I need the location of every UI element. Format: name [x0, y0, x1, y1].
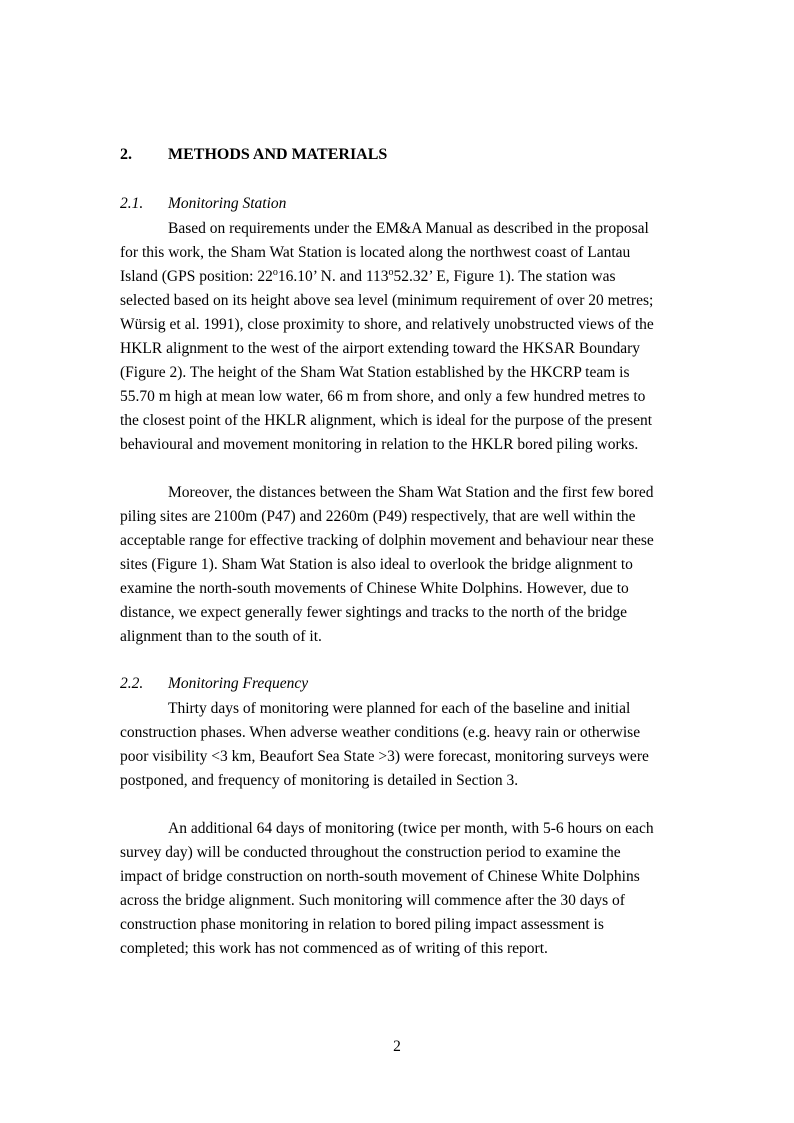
paragraph-line: (Figure 2). The height of the Sham Wat Station established by the HKCRP team is	[120, 364, 630, 381]
paragraph-line: An additional 64 days of monitoring (twice per month, with 5-6 hours on each	[168, 820, 654, 837]
paragraph-line: piling sites are 2100m (P47) and 2260m (P49) respectively, that are well within the	[120, 508, 636, 525]
paragraph-line: Thirty days of monitoring were planned for each of the baseline and initial	[168, 700, 631, 717]
section-number: 2.	[120, 146, 132, 163]
subsection-heading-monitoring-frequency	[120, 675, 308, 693]
paragraph-line: construction phases. When adverse weather conditions (e.g. heavy rain or otherwise	[120, 724, 641, 741]
paragraph-line: Moreover, the distances between the Sham Wat Station and the first few bored	[168, 484, 654, 501]
paragraph-line: alignment than to the south of it.	[120, 628, 322, 645]
paragraph-line: completed; this work has not commenced as of writing of this report.	[120, 940, 548, 957]
section-title: METHODS AND MATERIALS	[168, 146, 388, 163]
paragraph-line: acceptable range for effective tracking of dolphin movement and behaviour near these	[120, 532, 654, 549]
paragraph-line: sites (Figure 1). Sham Wat Station is also ideal to overlook the bridge alignment to	[120, 556, 633, 573]
gps-text-post: 52.32’ E, Figure 1). The station was	[393, 268, 616, 285]
paragraph-line: 55.70 m high at mean low water, 66 m from shore, and only a few hundred metres to	[120, 388, 646, 405]
degree-symbol: o	[272, 267, 278, 278]
paragraph-line: Würsig et al. 1991), close proximity to shore, and relatively unobstructed views of the	[120, 316, 654, 333]
paragraph-line: impact of bridge construction on north-south movement of Chinese White Dolphins	[120, 868, 640, 885]
paragraph-line-gps	[120, 267, 616, 287]
paragraph-line: Based on requirements under the EM&A Manual as described in the proposal	[168, 220, 649, 237]
paragraph-line: poor visibility <3 km, Beaufort Sea State >3) were forecast, monitoring surveys were	[120, 748, 649, 765]
paragraph-line: survey day) will be conducted throughout the construction period to examine the	[120, 844, 621, 861]
subsection-title: Monitoring Frequency	[168, 675, 309, 692]
paragraph-line: examine the north-south movements of Chinese White Dolphins. However, due to	[120, 580, 629, 597]
section-heading	[120, 146, 387, 164]
page-number: 2	[393, 1038, 401, 1055]
paragraph-line: across the bridge alignment. Such monitoring will commence after the 30 days of	[120, 892, 625, 909]
paragraph-line: the closest point of the HKLR alignment, which is ideal for the purpose of the present	[120, 412, 653, 429]
paragraph-line: distance, we expect generally fewer sightings and tracks to the north of the bridge	[120, 604, 628, 621]
paragraph-line: postponed, and frequency of monitoring is detailed in Section 3.	[120, 772, 519, 789]
subsection-number: 2.2.	[120, 675, 144, 692]
subsection-title: Monitoring Station	[168, 195, 287, 212]
paragraph-line: HKLR alignment to the west of the airport extending toward the HKSAR Boundary	[120, 340, 641, 357]
gps-text-pre: Island (GPS position: 22	[120, 268, 273, 285]
paragraph-line: construction phase monitoring in relation to bored piling impact assessment is	[120, 916, 604, 933]
paragraph-line: for this work, the Sham Wat Station is located along the northwest coast of Lantau	[120, 244, 631, 261]
subsection-number: 2.1.	[120, 195, 144, 212]
paragraph-line: behavioural and movement monitoring in relation to the HKLR bored piling works.	[120, 436, 639, 453]
gps-text-mid: 16.10’ N. and 113	[277, 268, 389, 285]
degree-symbol: o	[388, 267, 394, 278]
subsection-heading-monitoring-station	[120, 195, 286, 213]
paragraph-line: selected based on its height above sea level (minimum requirement of over 20 metres;	[120, 292, 654, 309]
